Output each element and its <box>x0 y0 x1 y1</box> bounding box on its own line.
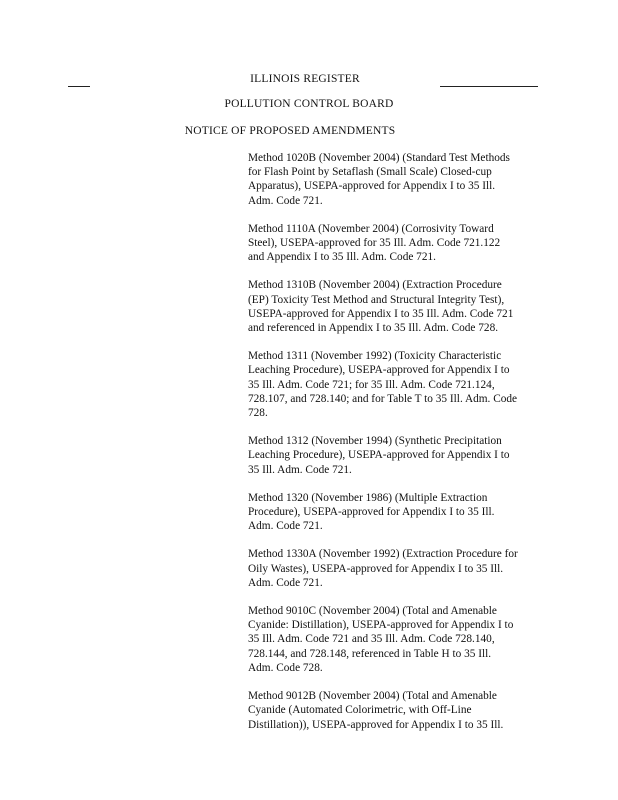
entry-line: Distillation)), USEPA-approved for Appendix I to 35 Ill. <box>248 718 504 731</box>
entry-line: Cyanide (Automated Colorimetric, with Off-Line <box>248 704 472 717</box>
method-entry <box>248 434 543 477</box>
entry-line: Adm. Code 721. <box>248 520 323 533</box>
entry-line: Method 1020B (November 2004) (Standard Test Methods <box>248 152 510 164</box>
header-rule-right <box>440 86 538 87</box>
entry-line: 35 Ill. Adm. Code 721. <box>248 463 352 476</box>
entry-line: Adm. Code 728. <box>248 661 323 674</box>
entry-line: Method 1312 (November 1994) (Synthetic Precipitation <box>248 435 502 448</box>
entry-line: Method 1310B (November 2004) (Extraction Procedure <box>248 279 502 292</box>
entry-line: (EP) Toxicity Test Method and Structural Integrity Test), <box>248 293 505 306</box>
method-entry <box>248 349 543 420</box>
method-entry <box>248 604 543 675</box>
entry-line: Method 9012B (November 2004) (Total and Amenable <box>248 690 497 703</box>
method-entry <box>248 491 543 534</box>
entry-line: Leaching Procedure), USEPA-approved for Appendix I to <box>248 449 510 462</box>
notice-title: NOTICE OF PROPOSED AMENDMENTS <box>184 125 396 137</box>
register-title: ILLINOIS REGISTER <box>250 73 360 85</box>
entry-line: Apparatus), USEPA-approved for Appendix I to 35 Ill. <box>248 180 496 193</box>
method-entry <box>248 222 543 265</box>
method-entry <box>248 689 543 732</box>
method-entry <box>248 547 543 590</box>
entry-line: Oily Wastes), USEPA-approved for Appendix I to 35 Ill. <box>248 562 504 575</box>
entry-line: 35 Ill. Adm. Code 721 and 35 Ill. Adm. Code 728.140, <box>248 633 495 646</box>
board-title: POLLUTION CONTROL BOARD <box>224 98 394 110</box>
entry-line: for Flash Point by Setaflash (Small Scale) Closed-cup <box>248 166 492 179</box>
entry-line: and Appendix I to 35 Ill. Adm. Code 721. <box>248 251 436 264</box>
entry-line: 728.107, and 728.140; and for Table T to 35 Ill. Adm. Code <box>248 392 518 405</box>
entry-line: Steel), USEPA-approved for 35 Ill. Adm. Code 721.122 <box>248 237 501 250</box>
method-entry <box>248 151 543 208</box>
entry-line: Procedure), USEPA-approved for Appendix I to 35 Ill. <box>248 506 495 519</box>
entry-line: Adm. Code 721. <box>248 194 323 207</box>
header-rule-left <box>68 86 90 87</box>
entry-line: Method 1311 (November 1992) (Toxicity Characteristic <box>248 350 502 363</box>
method-entry <box>248 278 543 335</box>
entry-line: Cyanide: Distillation), USEPA-approved for Appendix I to <box>248 619 514 632</box>
entry-line: 728. <box>248 407 268 420</box>
entry-line: 35 Ill. Adm. Code 721; for 35 Ill. Adm. Code 721.124, <box>248 378 495 391</box>
entry-line: USEPA-approved for Appendix I to 35 Ill. Adm. Code 721 <box>248 307 514 320</box>
entry-line: Adm. Code 721. <box>248 576 323 589</box>
entry-line: Method 1320 (November 1986) (Multiple Extraction <box>248 491 488 504</box>
entry-line: and referenced in Appendix I to 35 Ill. Adm. Code 728. <box>248 322 499 335</box>
entry-line: Method 9010C (November 2004) (Total and Amenable <box>248 605 497 618</box>
entry-line: Method 1330A (November 1992) (Extraction Procedure for <box>248 548 518 561</box>
method-list <box>248 151 543 746</box>
entry-line: Method 1110A (November 2004) (Corrosivity Toward <box>248 222 494 235</box>
entry-line: Leaching Procedure), USEPA-approved for Appendix I to <box>248 364 510 377</box>
entry-line: 728.144, and 728.148, referenced in Table H to 35 Ill. <box>248 647 492 660</box>
